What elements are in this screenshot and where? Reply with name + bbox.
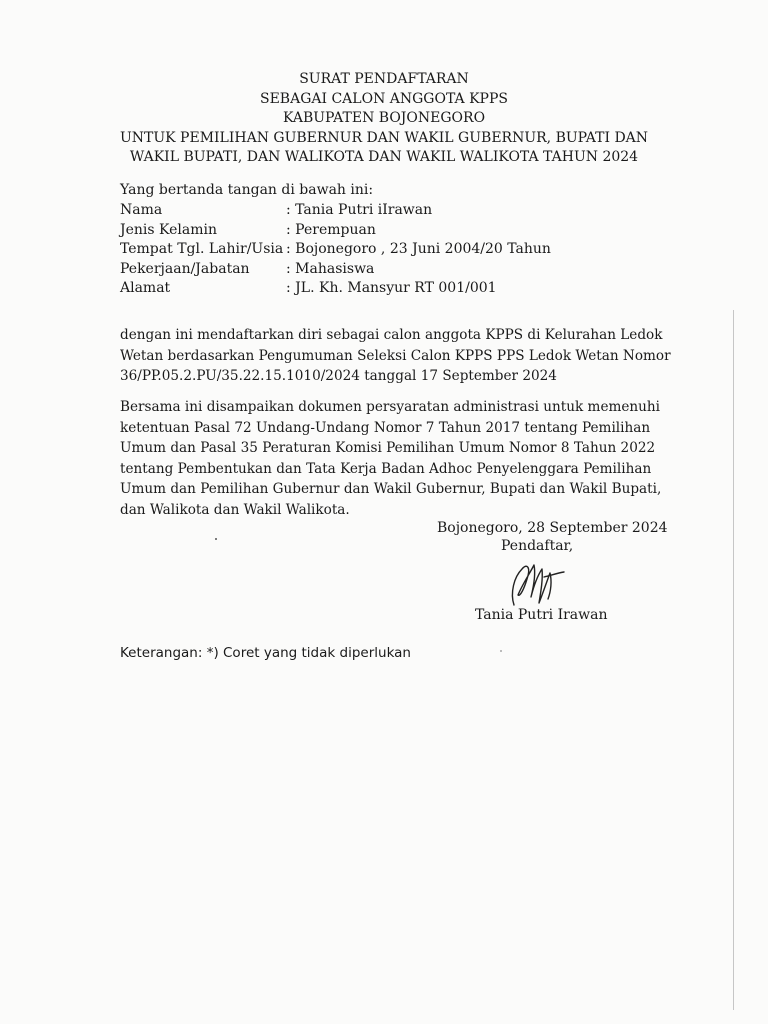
scan-speck — [215, 538, 217, 540]
title-line: KABUPATEN BOJONEGORO — [282, 110, 486, 126]
field-value: : JL. Kh. Mansyur RT 001/001 — [286, 279, 497, 299]
field-label: Jenis Kelamin — [120, 221, 217, 238]
field-label: Nama — [120, 202, 163, 218]
paragraph-line: Bersama ini disampaikan dokumen persyaratan administrasi untuk memenuhi — [120, 399, 661, 415]
paragraph-line: Umum dan Pemilihan Gubernur dan Wakil Gubernur, Bupati dan Wakil Bupati, — [120, 481, 662, 497]
field-label: Pekerjaan/Jabatan — [120, 260, 250, 277]
field-row-occupation — [120, 260, 551, 280]
field-value: : Perempuan — [286, 221, 376, 241]
field-label: Tempat Tgl. Lahir/Usia — [120, 241, 284, 257]
signer-name: Tania Putri Irawan — [475, 607, 608, 623]
field-value: : Bojonegoro , 23 Juni 2004/20 Tahun — [286, 240, 551, 260]
field-row-name — [120, 201, 551, 221]
title-line: SEBAGAI CALON ANGGOTA KPPS — [259, 90, 508, 107]
field-label: Alamat — [120, 280, 171, 296]
applicant-fields — [120, 201, 551, 299]
scan-edge-line — [733, 310, 734, 1010]
field-row-address — [120, 279, 551, 299]
field-value: : Tania Putri iIrawan — [286, 201, 432, 221]
paragraph-line: 36/PP.05.2.PU/35.22.15.1010/2024 tanggal 17 September 2024 — [120, 368, 557, 384]
scan-speck — [500, 650, 502, 652]
paragraph-line: ketentuan Pasal 72 Undang-Undang Nomor 7 Tahun 2017 tentang Pemilihan — [120, 419, 651, 436]
paragraph-line: dan Walikota dan Wakil Walikota. — [120, 501, 350, 518]
field-value: : Mahasiswa — [286, 260, 374, 280]
place-date: Bojonegoro, 28 September 2024 — [437, 520, 668, 536]
title-line: WAKIL BUPATI, DAN WALIKOTA DAN WAKIL WALIKOTA TAHUN 2024 — [129, 149, 639, 165]
intro-text: Yang bertanda tangan di bawah ini: — [120, 182, 374, 198]
handwritten-signature — [500, 555, 570, 610]
paragraph-line: Umum dan Pasal 35 Peraturan Komisi Pemilihan Umum Nomor 8 Tahun 2022 — [120, 440, 656, 456]
signer-role: Pendaftar, — [501, 538, 574, 554]
title-line: UNTUK PEMILIHAN GUBERNUR DAN WAKIL GUBERNUR, BUPATI DAN — [119, 129, 649, 146]
paragraph-line: tentang Pembentukan dan Tata Kerja Badan Adhoc Penyelenggara Pemilihan — [120, 460, 652, 477]
registration-paragraph — [120, 325, 671, 387]
paragraph-line: Wetan berdasarkan Pengumuman Seleksi Calon KPPS PPS Ledok Wetan Nomor — [120, 347, 671, 364]
document-title — [0, 70, 768, 168]
paragraph-line: dengan ini mendaftarkan diri sebagai calon anggota KPPS di Kelurahan Ledok — [120, 327, 663, 343]
footnote: Keterangan: *) Coret yang tidak diperlukan — [120, 645, 411, 661]
field-row-birth — [120, 240, 551, 260]
field-row-gender — [120, 221, 551, 241]
title-line: SURAT PENDAFTARAN — [299, 71, 469, 87]
documents-paragraph — [120, 397, 662, 520]
